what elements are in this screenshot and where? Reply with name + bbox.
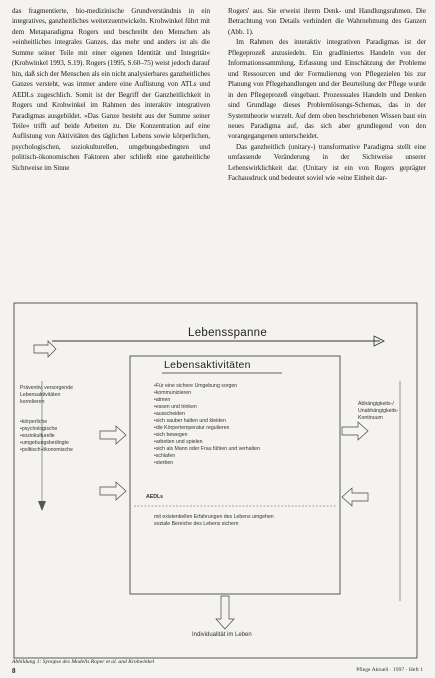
individuality-label: Individualität im Leben bbox=[192, 632, 252, 638]
activity-item: •ausscheiden bbox=[154, 411, 185, 417]
factor-item: •soziokulturelle bbox=[20, 433, 55, 439]
activity-item: •essen und trinken bbox=[154, 404, 197, 410]
activity-item: •arbeiten und spielen bbox=[154, 439, 203, 445]
figure-caption: Abbildung 1: Synopse des Modells Roper et al. und Krohwinkel bbox=[12, 659, 155, 665]
figure-diagram bbox=[12, 301, 420, 661]
activity-item: •sich sauber halten und kleiden bbox=[154, 418, 226, 424]
activity-item: •die Körpertemperatur regulieren bbox=[154, 425, 230, 431]
body-paragraph: das fragmentierte, bio-medizinische Grundverständnis in ein integratives, ganzheitliches weiterzuentwickeln. Krohwinkel führt mit dem Metaparadigma Rogers und beschreibt den Menschen als »einheitliches integrales Ganzes, das mehr und anders ist als die Summe seiner Teile mit einer eigenen Identität und Integrität« (Krohwinkel 1993, S.19). Rogers (1995, S.60–75) weist jedoch darauf hin, daß sich der Menschen als ein nicht analysierbares ganzheitliches Ganzes versteht, was immer andere eine Auflistung von ATLs und AEDLs zugeschlich. Somit ist der Begriff der Ganzheitlichkeit in Rogers und Krohwinkel im Rahmen des interaktiv integrativen Paradigmas ausgebildet. »Das Ganze besteht aus der Summe seiner Teile« trifft auf beide Arbeiten zu. Die Konzentration auf eine Auflistung von Aktivitäten des täglichen Lebens sowie körperlichen, psychologischen, soziokulturellen, umgebungsbedingten und politisch-ökonomischen Faktoren aber schließt eine ganzheitliche Sichtweise im Sinne bbox=[12, 7, 210, 172]
activity-item: •sich als Mann oder Frau fühlen und verhalten bbox=[154, 446, 260, 452]
factor-item: •umgebungsbedingte bbox=[20, 440, 69, 446]
left-upper-label bbox=[20, 385, 73, 406]
factor-item: •körperliche bbox=[20, 419, 48, 425]
figure-synopsis bbox=[12, 301, 420, 661]
aedl-item: soziale Bereiche des Lebens sichern bbox=[154, 521, 239, 527]
activity-item: •kommunizieren bbox=[154, 390, 191, 396]
body-paragraph: Im Rahmen des interaktiv integrativen Paradigmas ist der Pflegeprozeß anzusiedeln. Ein gradliniertes Handeln von der Informationssammlung, Erfassung und Einschätzung der Probleme und Ressourcen und der Formulierung von Pflegezielen bis zur Planung von Pflegehandlungen und der Beurteilung der Pflege wurde in den Pflegeprozeß eingebaut. Prozessuales Handeln und Denken sind Grundlage dieses Problemlösungs-Schemas, das in der Systemtheorie wurzelt. Auf dem oben beschriebenen Wissen baut ein neues Paradigma auf, das sich aber grundlegend von den vorangegangenen unterscheidet. bbox=[228, 38, 426, 141]
right-lower-arrow bbox=[342, 488, 368, 506]
bottom-arrow bbox=[216, 596, 234, 629]
label-line: korrelieren bbox=[20, 399, 45, 405]
left-mid-arrow bbox=[100, 426, 126, 444]
body-paragraph: Rogers' aus. Sie erweist ihrem Denk- und Handlungsrahmen. Die Betrachtung von Details verhindert die Wahrnehmung des Ganzen (Abb. 1). bbox=[228, 7, 426, 36]
label-line: Abhängigkeits-/ bbox=[358, 401, 394, 407]
aedl-heading: AEDLs bbox=[146, 494, 164, 500]
left-bracket-tip bbox=[38, 501, 46, 511]
left-top-arrow bbox=[34, 341, 56, 357]
activity-item: •atmen bbox=[154, 397, 171, 403]
lifespan-title: Lebensspanne bbox=[188, 327, 268, 339]
activity-item: •Für eine sichere Umgebung sorgen bbox=[154, 383, 238, 389]
activities-list bbox=[154, 383, 260, 467]
right-continuum-label bbox=[358, 401, 398, 422]
activity-item: •sich bewegen bbox=[154, 432, 188, 438]
left-factors-list bbox=[20, 419, 73, 454]
label-line: Kontinuum bbox=[358, 415, 383, 421]
activity-item: •schlafen bbox=[154, 453, 176, 459]
label-line: Präventiv, versorgende bbox=[20, 385, 73, 391]
body-paragraph: Das ganzheitlich (unitary-) transformative Paradigma stellt eine umfassende Veränderung in der Sichtweise unserer Lebenswirklichkeit dar. (Unitary ist ein von Rogers geprägter Fachausdruck und bedeutet soviel wie »eine Einheit dar- bbox=[228, 142, 426, 183]
body-column-right bbox=[228, 6, 426, 184]
page-footer: Pflege Aktuell · 1997 · Heft 1 bbox=[356, 667, 423, 673]
activities-title: Lebensaktivitäten bbox=[164, 359, 251, 371]
aedl-text bbox=[154, 514, 274, 528]
factor-item: •politisch-ökonomische bbox=[20, 447, 73, 453]
left-lower-arrow bbox=[100, 482, 126, 500]
activity-item: •sterben bbox=[154, 460, 174, 466]
label-line: Unabhängigkeits- bbox=[358, 408, 399, 414]
aedl-item: mit existentiellen Erfahrungen des Lebens umgehen bbox=[154, 514, 274, 520]
right-upper-arrow bbox=[342, 422, 368, 440]
page-number: 8 bbox=[12, 667, 16, 675]
body-column-left bbox=[12, 6, 210, 173]
factor-item: •psychologische bbox=[20, 426, 58, 432]
label-line: Lebensaktivitäten bbox=[20, 392, 61, 398]
